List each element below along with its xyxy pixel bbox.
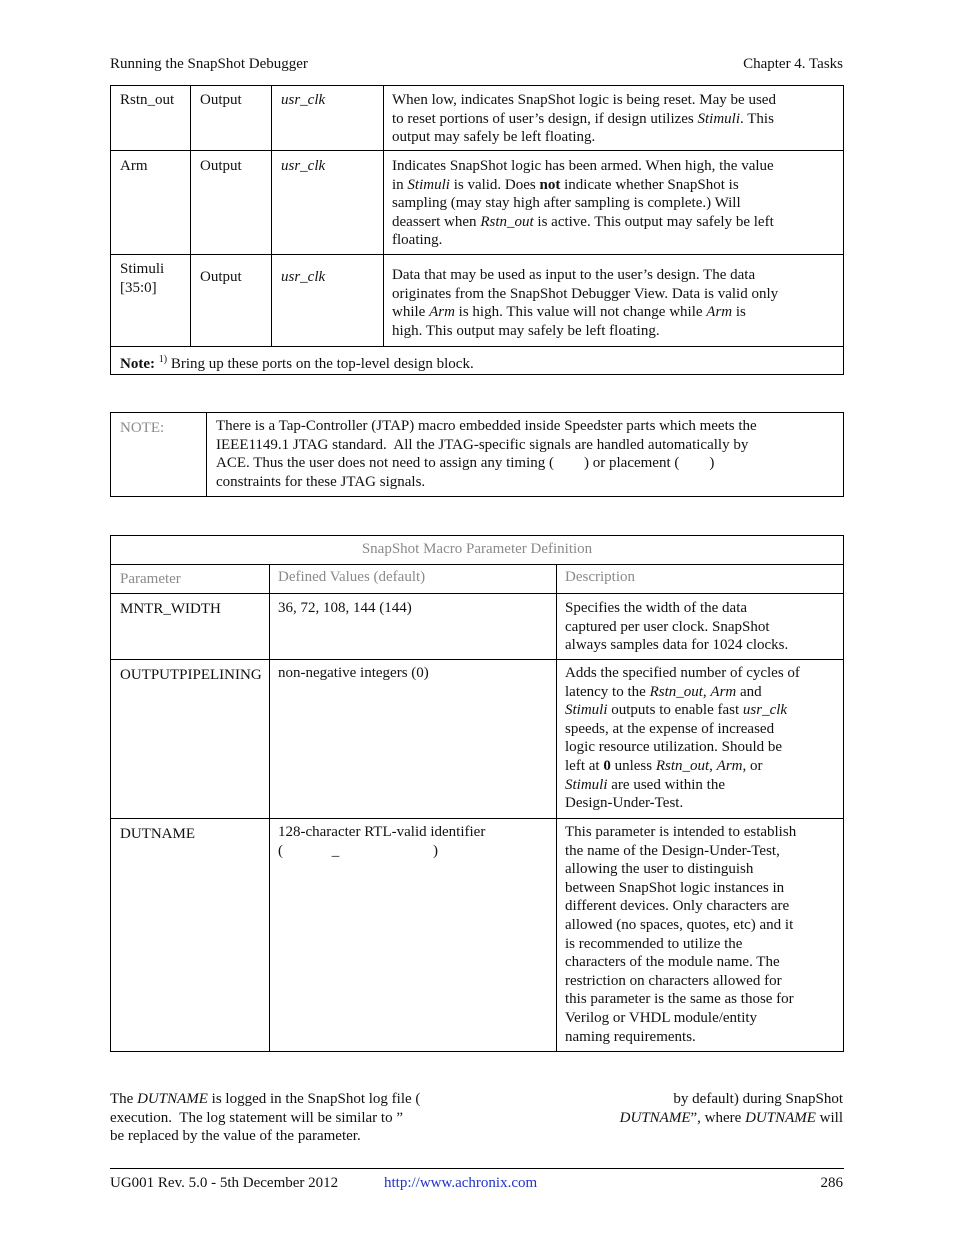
running-header-right: Chapter 4. Tasks <box>743 56 843 72</box>
text-segment: [35:0] <box>120 279 157 296</box>
text-segment: will <box>815 1110 843 1126</box>
text-line <box>278 823 485 842</box>
text-segment: are used within the <box>607 776 725 793</box>
text-segment: ”, where <box>690 1110 746 1126</box>
text-segment: this parameter is the same as those for <box>565 991 794 1008</box>
text-line <box>392 213 774 232</box>
text-segment: This parameter is intended to establish <box>565 824 797 840</box>
port-name <box>120 91 174 110</box>
text-segment: Stimuli <box>565 776 608 793</box>
text-segment: is high. This value will not change while <box>454 304 707 321</box>
text-line <box>392 128 776 147</box>
text-segment: Design-Under-Test. <box>565 795 684 812</box>
text-segment: latency to the <box>565 683 650 700</box>
parameter-name: DUTNAME <box>120 826 195 842</box>
parameter-values <box>278 823 485 860</box>
port-description <box>392 157 774 250</box>
text-segment: outputs to enable fast <box>607 702 743 719</box>
text-segment: Arm <box>706 304 733 321</box>
text-segment: Stimuli <box>565 702 608 719</box>
text-line <box>392 231 774 250</box>
text-line <box>565 935 796 954</box>
text-line <box>392 322 778 341</box>
text-segment: and <box>736 683 762 700</box>
text-line <box>216 417 757 436</box>
text-line <box>565 972 796 991</box>
text-segment: originates from the SnapShot Debugger View. Data is valid only <box>392 285 779 302</box>
text-segment: Specifies the width of the data <box>565 600 748 616</box>
paragraph-line <box>620 1109 843 1128</box>
text-segment: floating. <box>392 232 443 249</box>
text-segment: is recommended to utilize the <box>565 935 743 952</box>
text-segment: , <box>709 757 717 774</box>
text-segment: not <box>539 176 561 193</box>
port-direction: Output <box>200 92 242 108</box>
column-header-values: Defined Values (default) <box>278 569 426 585</box>
table-note <box>120 351 474 374</box>
text-segment: deassert when <box>392 213 481 230</box>
text-segment: 0 <box>603 757 611 774</box>
text-line <box>278 664 429 683</box>
text-line <box>565 794 800 813</box>
text-line <box>565 738 800 757</box>
text-line <box>565 860 796 879</box>
text-line <box>216 436 757 455</box>
text-line <box>565 757 800 776</box>
parameter-name: OUTPUTPIPELINING <box>120 667 262 683</box>
text-segment: Rstn_out <box>655 757 710 774</box>
paragraph-line <box>110 1109 403 1128</box>
text-segment: usr_clk <box>742 702 788 719</box>
page-number: 286 <box>820 1175 843 1191</box>
text-segment: Arm <box>716 757 743 774</box>
text-segment: When low, indicates SnapShot logic is being reset. May be used <box>392 92 776 108</box>
text-segment: unless <box>610 757 656 774</box>
port-direction: Output <box>200 269 242 285</box>
text-segment: indicate whether SnapShot is <box>560 176 739 193</box>
text-line <box>278 599 412 618</box>
parameter-description <box>565 664 800 813</box>
text-line <box>565 823 796 842</box>
port-direction: Output <box>200 158 242 174</box>
port-clock: usr_clk <box>281 269 326 285</box>
text-segment: the name of the Design-Under-Test, <box>565 842 780 859</box>
text-segment: Arm <box>429 304 455 321</box>
text-segment: sampling (may stay high after sampling is complete.) Will <box>392 195 741 212</box>
text-segment: Stimuli <box>120 261 165 277</box>
text-segment: between SnapShot logic instances in <box>565 879 785 896</box>
text-segment: is active. This output may safely be left <box>533 213 774 230</box>
port-clock: usr_clk <box>281 158 326 174</box>
text-segment: DUTNAME <box>745 1110 816 1126</box>
note-box-text <box>216 417 757 491</box>
text-line <box>565 618 788 637</box>
text-segment: . This <box>740 110 774 127</box>
text-segment: to reset portions of user’s design, if design utilizes <box>392 110 698 127</box>
text-segment: ACE. Thus the user does not need to assign any timing ( ) or placement ( ) <box>216 455 715 472</box>
text-line <box>565 1028 796 1047</box>
text-segment: is <box>732 304 746 321</box>
port-clock: usr_clk <box>281 92 326 108</box>
text-line <box>392 194 774 213</box>
text-segment: IEEE1149.1 JTAG standard. All the JTAG-specific signals are handled automatically by <box>216 436 749 453</box>
text-line <box>392 110 776 129</box>
text-segment: Verilog or VHDL module/entity <box>565 1009 758 1026</box>
port-description <box>392 91 776 147</box>
text-line <box>392 285 778 304</box>
text-segment: ( _ ) <box>278 842 438 859</box>
text-line <box>565 683 800 702</box>
text-segment: by default) during SnapShot <box>673 1091 843 1107</box>
text-segment: Arm <box>710 683 737 700</box>
text-line <box>392 157 774 176</box>
parameter-values <box>278 664 429 683</box>
text-segment: allowing the user to distinguish <box>565 861 754 878</box>
text-segment: Adds the specified number of cycles of <box>565 665 800 681</box>
text-line <box>565 1009 796 1028</box>
text-line <box>565 701 800 720</box>
text-segment: Stimuli <box>697 110 741 127</box>
parameter-description <box>565 599 788 655</box>
text-line <box>565 664 800 683</box>
text-line <box>120 157 148 176</box>
footer-rule <box>110 1168 844 1169</box>
text-segment: always samples data for 1024 clocks. <box>565 637 789 654</box>
text-line <box>565 720 800 739</box>
note-label: Note: <box>120 356 155 372</box>
text-line <box>565 953 796 972</box>
text-segment: while <box>392 304 430 321</box>
text-segment: restriction on characters allowed for <box>565 972 782 989</box>
text-segment: speeds, at the expense of increased <box>565 720 775 737</box>
port-name <box>120 157 148 176</box>
text-segment: DUTNAME <box>619 1110 691 1126</box>
footer-doc-info: UG001 Rev. 5.0 - 5th December 2012 <box>110 1175 339 1191</box>
text-line <box>120 260 164 279</box>
text-line <box>565 990 796 1009</box>
text-line <box>120 91 174 110</box>
text-line <box>565 776 800 795</box>
text-segment: non-negative integers (0) <box>278 665 429 681</box>
text-line <box>392 91 776 110</box>
text-line <box>565 879 796 898</box>
text-segment: is valid. Does <box>449 176 540 193</box>
column-header-parameter: Parameter <box>120 571 181 587</box>
paragraph-line <box>110 1090 420 1109</box>
text-line <box>216 473 757 492</box>
text-line <box>565 897 796 916</box>
text-segment: constraints for these JTAG signals. <box>216 473 426 490</box>
text-line <box>392 266 778 285</box>
text-segment: 36, 72, 108, 144 (144) <box>278 600 412 616</box>
paragraph-line <box>673 1090 843 1109</box>
note-superscript: 1) <box>158 354 168 365</box>
text-segment: Rstn_out <box>120 92 175 108</box>
paragraph-line <box>110 1127 361 1146</box>
text-line <box>565 842 796 861</box>
text-line <box>216 454 757 473</box>
note-text: Bring up these ports on the top-level design block. <box>167 356 474 372</box>
text-segment: captured per user clock. SnapShot <box>565 618 770 635</box>
text-segment: 128-character RTL-valid identifier <box>278 824 486 840</box>
note-box-label: NOTE: <box>120 420 165 436</box>
text-segment: characters of the module name. The <box>565 954 780 971</box>
text-line <box>120 279 164 298</box>
text-segment: left at <box>565 757 604 774</box>
text-segment: , or <box>742 757 763 774</box>
text-segment: naming requirements. <box>565 1028 696 1045</box>
text-line <box>565 636 788 655</box>
text-segment: There is a Tap-Controller (JTAP) macro embedded inside Speedster parts which meets the <box>216 418 757 434</box>
parameter-description <box>565 823 796 1046</box>
text-line <box>565 916 796 935</box>
text-segment: Data that may be used as input to the user’s design. The data <box>392 267 756 283</box>
text-segment: is logged in the SnapShot log file ( <box>207 1091 421 1107</box>
text-line <box>392 176 774 195</box>
text-segment: , <box>702 683 711 700</box>
text-segment: in <box>392 176 408 193</box>
parameter-name: MNTR_WIDTH <box>120 601 221 617</box>
text-segment: Rstn_out <box>480 213 534 230</box>
text-segment: Rstn_out <box>649 683 703 700</box>
text-line <box>565 599 788 618</box>
text-segment: execution. The log statement will be similar to ” <box>110 1110 403 1126</box>
column-header-description: Description <box>565 569 635 585</box>
text-segment: different devices. Only characters are <box>565 898 790 915</box>
parameter-values <box>278 599 412 618</box>
text-segment: Arm <box>120 158 148 174</box>
text-segment: high. This output may safely be left floating. <box>392 322 660 339</box>
text-line <box>278 842 485 861</box>
text-segment: DUTNAME <box>137 1091 208 1107</box>
text-segment: be replaced by the value of the parameter. <box>110 1128 361 1144</box>
parameter-table-title: SnapShot Macro Parameter Definition <box>361 541 593 557</box>
text-segment: Indicates SnapShot logic has been armed. When high, the value <box>392 158 774 174</box>
text-segment: logic resource utilization. Should be <box>565 739 783 756</box>
port-name <box>120 260 164 297</box>
text-segment: output may safely be left floating. <box>392 129 596 146</box>
text-segment: allowed (no spaces, quotes, etc) and it <box>565 916 794 933</box>
port-description <box>392 266 778 340</box>
text-line <box>392 303 778 322</box>
text-segment: The <box>110 1091 138 1107</box>
running-header-left: Running the SnapShot Debugger <box>110 56 308 72</box>
text-segment: Stimuli <box>407 176 450 193</box>
footer-link[interactable]: http://www.achronix.com <box>384 1175 538 1191</box>
